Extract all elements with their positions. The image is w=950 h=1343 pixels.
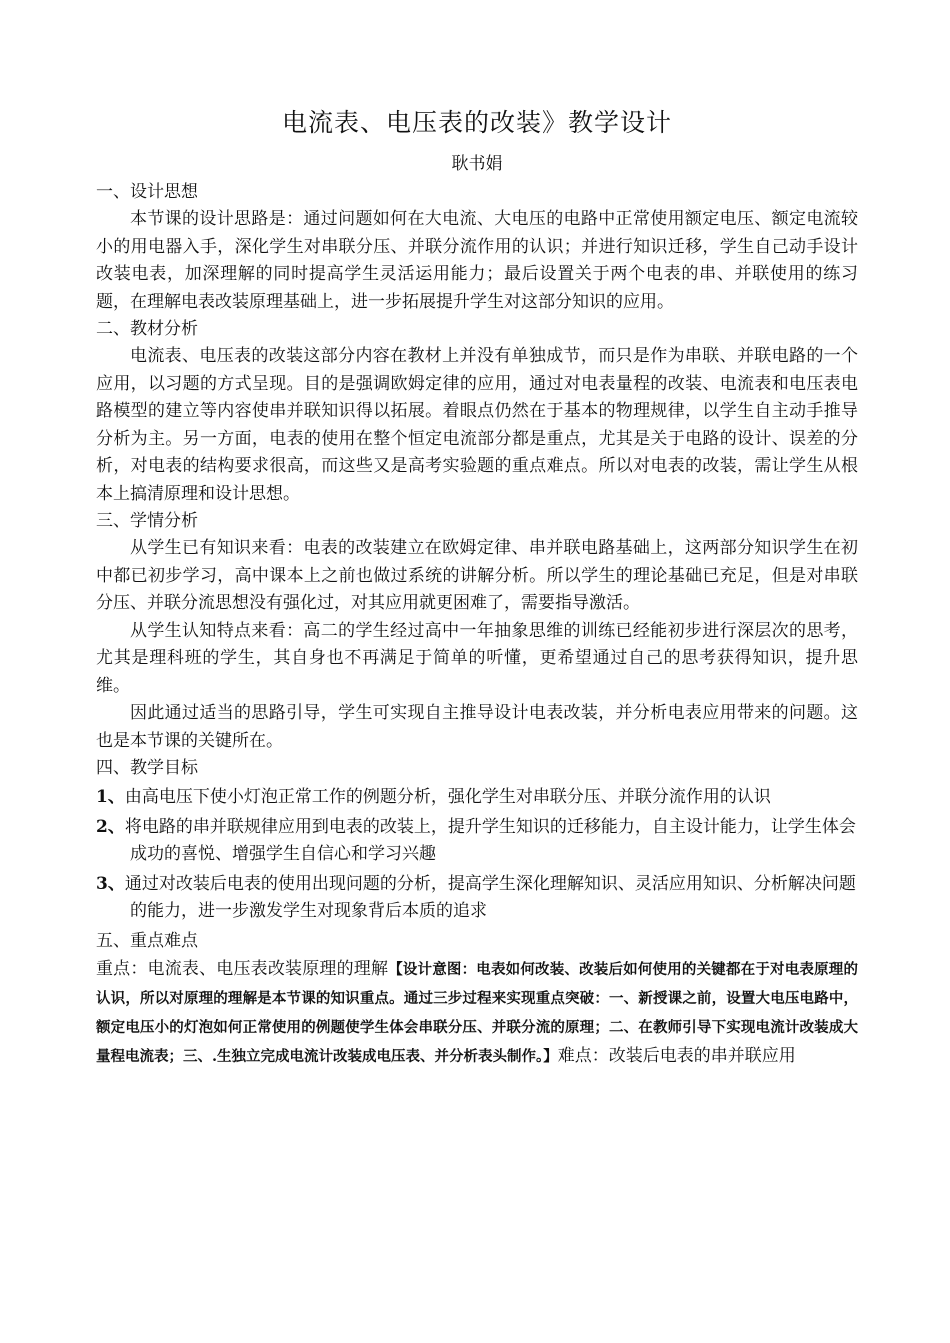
section-heading: 四、教学目标 [96,758,198,778]
goal-item [96,871,858,926]
section-heading: 三、学情分析 [96,511,198,531]
section-teaching-goals [96,755,858,926]
section-key-points [96,928,858,1071]
goal-text: 将电路的串并联规律应用到电表的改装上，提升学生知识的迁移能力，自主设计能力，让学生体会成功的喜悦、增强学生自信心和学习兴趣 [124,816,856,864]
section-heading: 一、设计思想 [96,182,198,202]
section-heading: 五、重点难点 [96,930,198,951]
document-title: 电流表、电压表的改装》教学设计 [281,108,672,137]
goal-text: 由高电压下使小灯泡正常工作的例题分析，强化学生对串联分压、并联分流作用的认识 [124,787,771,807]
section-student-analysis [96,508,858,755]
section-paragraph: 从学生已有知识来看：电表的改装建立在欧姆定律、串并联电路基础上，这两部分知识学生在初中都已初步学习，高中课本上之前也做过系统的讲解分析。所以学生的理论基础已充足，但是对串联分压、并联分流思想没有强化过，对其应用就更困难了，需要指导激活。 [96,538,858,613]
design-intent-note: 【设计意图：电表如何改装、改装后如何使用的关键都在于对电表原理的认识，所以对原理的理解是本节课的知识重点。通过三步过程来实现重点突破：一、新授课之前，设置大电压电路中，额定电压小的灯泡如何正常使用的例题使学生体会串联分压、并联分流的原理；二、在教师引导下实现电流计改装成大量程电流表；三、.生独立完成电流计改装成电压表、并分析表头制作。】 [96,960,858,1065]
goal-text: 通过对改装后电表的使用出现问题的分析，提高学生深化理解知识、灵活应用知识、分析解决问题的能力，进一步激发学生对现象背后本质的追求 [124,873,856,921]
section-design-idea [96,179,858,316]
keypoint-paragraph [96,955,858,1071]
goal-number: 3、 [96,873,125,894]
section-paragraph: 从学生认知特点来看：高二的学生经过高中一年抽象思维的训练已经能初步进行深层次的思考，尤其是理科班的学生，其自身也不再满足于简单的听懂，更希望通过自己的思考获得知识，提升思维。 [96,620,858,696]
goal-number: 2、 [96,816,125,837]
goal-item [96,784,858,812]
goal-item [96,814,858,869]
section-textbook-analysis [96,316,858,508]
section-paragraph: 本节课的设计思路是：通过问题如何在大电流、大电压的电路中正常使用额定电压、额定电流较小的用电器入手，深化学生对串联分压、并联分流作用的认识；并进行知识迁移，学生自己动手设计改装电表，加深理解的同时提高学生灵活运用能力；最后设置关于两个电表的串、并联使用的练习题，在理解电表改装原理基础上，进一步拓展提升学生对这部分知识的应用。 [96,209,858,312]
section-heading: 二、教材分析 [96,319,198,339]
author-name: 耿书娟 [451,154,503,174]
focus-text: 重点：电流表、电压表改装原理的理解 [96,958,389,979]
section-paragraph: 因此通过适当的思路引导，学生可实现自主推导设计电表改装，并分析电表应用带来的问题。这也是本节课的关键所在。 [96,703,858,751]
section-paragraph: 电流表、电压表的改装这部分内容在教材上并没有单独成节，而只是作为串联、并联电路的一个应用，以习题的方式呈现。目的是强调欧姆定律的应用，通过对电表量程的改装、电流表和电压表电路模型的建立等内容使串并联知识得以拓展。着眼点仍然在于基本的物理规律，以学生自主动手推导分析为主。另一方面，电表的使用在整个恒定电流部分都是重点，尤其是关于电路的设计、误差的分析，对电表的结构要求很高，而这些又是高考实验题的重点难点。所以对电表的改装，需让学生从根本上搞清原理和设计思想。 [96,346,858,504]
goal-number: 1、 [96,787,125,807]
difficulty-text: 难点：改装后电表的串并联应用 [557,1045,796,1066]
